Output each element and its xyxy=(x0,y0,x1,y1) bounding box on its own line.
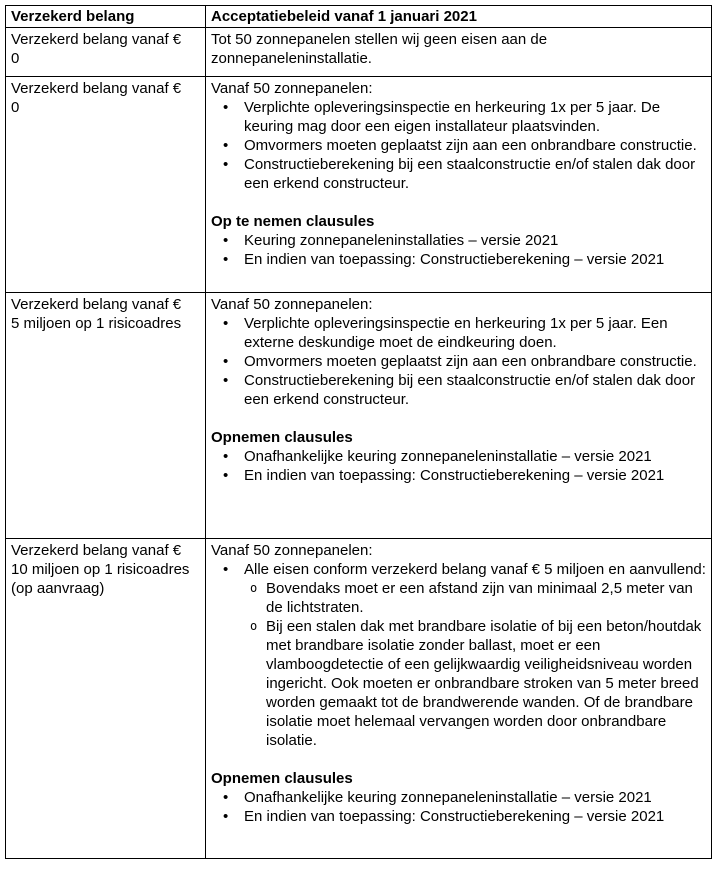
clauses-list xyxy=(211,447,706,485)
requirements-list xyxy=(211,560,706,750)
list-item xyxy=(244,560,706,750)
list-item-text: Alle eisen conform verzekerd belang vanaf € 5 miljoen en aanvullend: xyxy=(244,561,706,578)
list-item: • Onafhankelijke keuring zonnepaneleninstallatie – versie 2021 xyxy=(244,447,706,466)
policy-cell xyxy=(206,28,712,77)
acceptance-policy-table xyxy=(5,5,712,859)
list-item: • Omvormers moeten geplaatst zijn aan een onbrandbare constructie. xyxy=(244,352,706,371)
table-header-row xyxy=(6,6,712,28)
clauses-list xyxy=(211,231,706,269)
table-row xyxy=(6,28,712,77)
list-item: • Onafhankelijke keuring zonnepaneleninstallatie – versie 2021 xyxy=(244,788,706,807)
spacer xyxy=(211,193,706,212)
policy-intro: Vanaf 50 zonnepanelen: xyxy=(211,80,373,97)
list-item: • Verplichte opleveringsinspectie en herkeuring 1x per 5 jaar. De keuring mag door een eigen installateur plaatsvinden. xyxy=(244,98,706,136)
policy-cell xyxy=(206,293,712,539)
spacer xyxy=(211,750,706,769)
requirements-list xyxy=(211,98,706,193)
insured-interest-cell: Verzekerd belang vanaf € 10 miljoen op 1 risicoadres (op aanvraag) xyxy=(6,539,206,859)
sub-list-item: o Bovendaks moet er een afstand zijn van minimaal 2,5 meter van de lichtstraten. xyxy=(266,579,706,617)
clauses-list xyxy=(211,788,706,826)
policy-cell xyxy=(206,77,712,293)
list-item: • Keuring zonnepaneleninstallaties – versie 2021 xyxy=(244,231,706,250)
insured-interest-cell: Verzekerd belang vanaf € 0 xyxy=(6,28,206,77)
list-item: • Verplichte opleveringsinspectie en herkeuring 1x per 5 jaar. Een externe deskundige moet de eindkeuring doen. xyxy=(244,314,706,352)
requirements-list xyxy=(211,314,706,409)
clauses-heading: Opnemen clausules xyxy=(211,429,353,446)
column-header-acceptance-policy: Acceptatiebeleid vanaf 1 januari 2021 xyxy=(206,6,712,28)
policy-intro: Vanaf 50 zonnepanelen: xyxy=(211,542,373,559)
table-row xyxy=(6,77,712,293)
list-item: • En indien van toepassing: Constructieberekening – versie 2021 xyxy=(244,250,706,269)
policy-cell xyxy=(206,539,712,859)
clauses-heading: Opnemen clausules xyxy=(211,770,353,787)
table-row xyxy=(6,293,712,539)
insured-interest-cell: Verzekerd belang vanaf € 0 xyxy=(6,77,206,293)
list-item: • En indien van toepassing: Constructieberekening – versie 2021 xyxy=(244,466,706,485)
list-item: • Omvormers moeten geplaatst zijn aan een onbrandbare constructie. xyxy=(244,136,706,155)
column-header-insured-interest: Verzekerd belang xyxy=(6,6,206,28)
list-item: • En indien van toepassing: Constructieberekening – versie 2021 xyxy=(244,807,706,826)
sub-requirements-list xyxy=(244,579,706,750)
list-item: • Constructieberekening bij een staalconstructie en/of stalen dak door een erkend constructeur. xyxy=(244,155,706,193)
clauses-heading: Op te nemen clausules xyxy=(211,213,375,230)
policy-intro: Tot 50 zonnepanelen stellen wij geen eisen aan de zonnepaneleninstallatie. xyxy=(211,31,548,67)
table-row xyxy=(6,539,712,859)
list-item: • Constructieberekening bij een staalconstructie en/of stalen dak door een erkend constructeur. xyxy=(244,371,706,409)
spacer xyxy=(211,409,706,428)
policy-intro: Vanaf 50 zonnepanelen: xyxy=(211,296,373,313)
sub-list-item: o Bij een stalen dak met brandbare isolatie of bij een beton/houtdak met brandbare isolatie zonder ballast, moet er een vlamboogdetectie of een gelijkwaardig veiligheidsniveau worden ingericht. Ook moeten er onbrandbare stroken van 5 meter breed worden gemaakt tot de brandwerende wanden. Of de brandbare isolatie moet helemaal vervangen worden door onbrandbare isolatie. xyxy=(266,617,706,750)
insured-interest-cell: Verzekerd belang vanaf € 5 miljoen op 1 risicoadres xyxy=(6,293,206,539)
